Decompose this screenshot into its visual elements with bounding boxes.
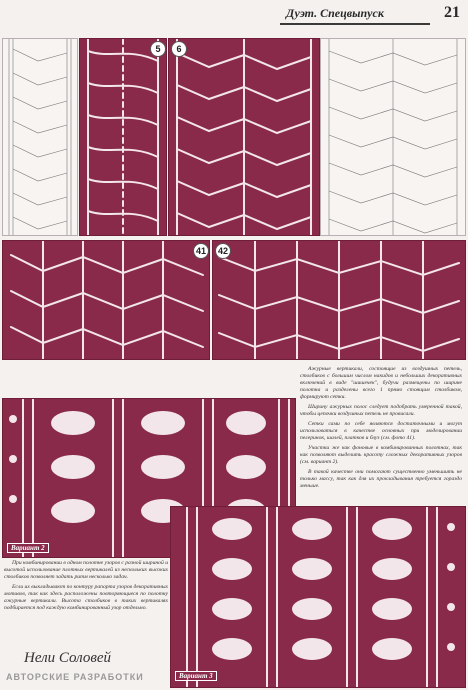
- crochet-chart-top-right: [320, 38, 466, 236]
- crochet-chart-top-left: [2, 38, 78, 236]
- left-paragraph: При комбинировании в одном полотне узоров с разной шириной и высотой использование плотных вертикалей из нескольких высоких столбиков позволяет задать ритм несколько задач.: [4, 560, 168, 580]
- left-paragraph: Если их выкладывают по контуру рапорта узоров декоративных мотивов, так как здесь расположены повторяющиеся по полотну ажурные вертикали. Высота столбиков в таких вертикалях подбирается под каждую комбинированный узор отдельно.: [4, 584, 168, 611]
- author-subtitle: АВТОРСКИЕ РАЗРАБОТКИ: [6, 672, 144, 682]
- article-paragraph: В такой качестве они помогают существенно уменьшить не только массу, так как для их прокладывания требуется гораздо меньше.: [300, 469, 462, 489]
- header-rule: [280, 23, 430, 25]
- crochet-sample-41: [2, 240, 210, 360]
- article-text: [300, 366, 462, 493]
- crochet-sample-42: [212, 240, 466, 360]
- badge-6: 6: [171, 41, 187, 57]
- crochet-variant-3: [170, 506, 466, 688]
- badge-42: 42: [215, 243, 231, 259]
- page-header: [280, 4, 460, 26]
- article-paragraph: Ажурные вертикали, состоящие из воздушных петель, столбиков с большим числом накидов и небольших декоративных включений в виде "шишечек", будучи размещены по ширине полотна и разделены всего 1 прямо стоящим столбиком, формируют сетки.: [300, 366, 462, 400]
- variant-2-label: Вариант 2: [7, 543, 49, 553]
- left-text: [4, 560, 168, 615]
- variant-3-label: Вариант 3: [175, 671, 217, 681]
- crochet-sample-6: [168, 38, 320, 236]
- article-paragraph: Сетки сами по себе являются достаточными и могут использоваться в качестве основных при моделировании пелеринок, шалей, платков и блуз (см. фото 41).: [300, 421, 462, 441]
- article-paragraph: Ширину ажурных полос следует подобрать умеренной такой, чтобы цепочки воздушных петель не провисали.: [300, 404, 462, 417]
- page-number: 21: [444, 4, 460, 21]
- magazine-title: Дуэт. Спецвыпуск: [286, 6, 384, 20]
- badge-41: 41: [193, 243, 209, 259]
- article-paragraph: Участки же как фоновые в комбинированных полотнах, так как позволяют выделить красоту сложных декоративных узоров (см. вариант 2).: [300, 445, 462, 465]
- author-signature: Нели Соловей: [24, 650, 112, 666]
- badge-5: 5: [150, 41, 166, 57]
- crochet-sample-5: [79, 38, 167, 236]
